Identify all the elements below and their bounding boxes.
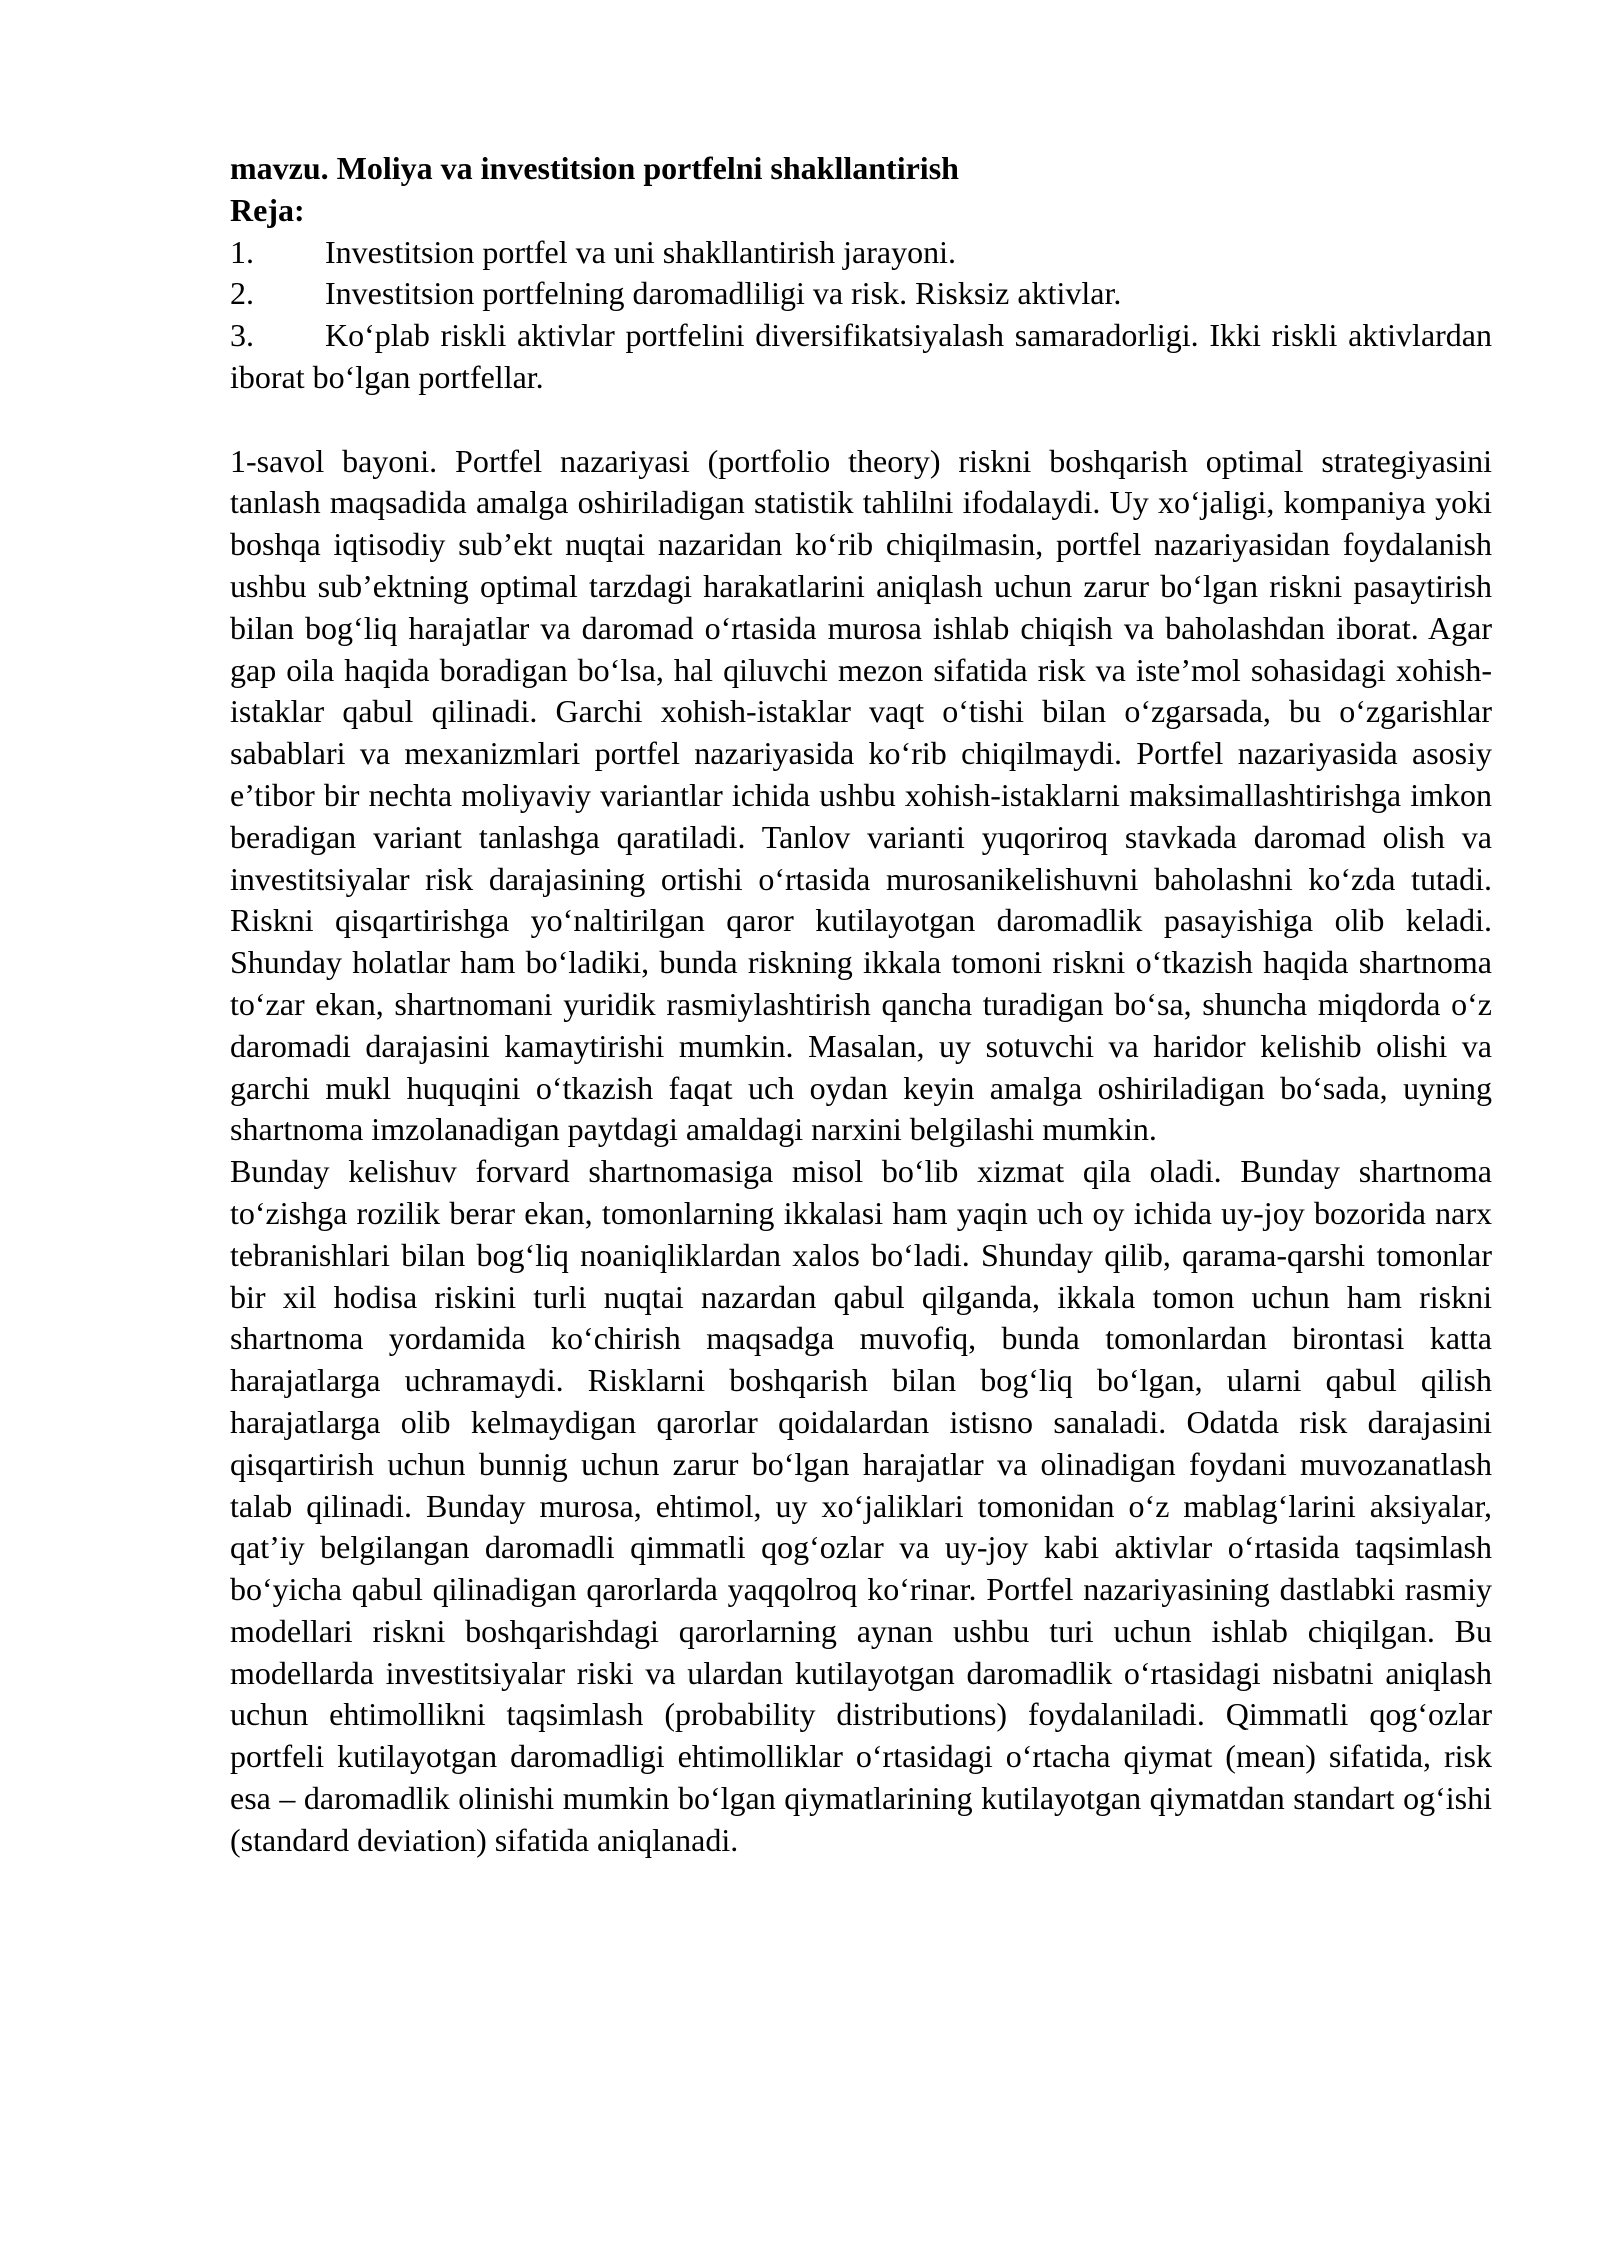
plan-item-text: Investitsion portfel va uni shakllantirish jarayoni. [325, 233, 956, 270]
body-paragraph: Bunday kelishuv forvard shartnomasiga misol bo‘lib xizmat qila oladi. Bunday shartnoma to‘zishga rozilik berar ekan, tomonlarning ikkalasi ham yaqin uch oy ichida uy-joy bozorida narx tebranishlari bilan bog‘liq noaniqliklardan xalos bo‘ladi. Shunday qilib, qarama-qarshi tomonlar bir xil hodisa riskini turli nuqtai nazardan qabul qilganda, ikkala tomon uchun ham riskni shartnoma yordamida ko‘chirish maqsadga muvofiq, bunda tomonlardan birontasi katta harajatlarga uchramaydi. Risklarni boshqarish bilan bog‘liq bo‘lgan, ularni qabul qilish harajatlarga olib kelmaydigan qarorlar qoidalardan istisno sanaladi. Odatda risk darajasini qisqartirish uchun bunnig uchun zarur bo‘lgan harajatlar va olinadigan foydani muvozanatlash talab qilinadi. Bunday murosa, ehtimol, uy xo‘jaliklari tomonidan o‘z mablag‘larini aksiyalar, qat’iy belgilangan daromadli qimmatli qog‘ozlar va uy-joy kabi aktivlar o‘rtasida taqsimlash bo‘yicha qabul qilinadigan qarorlarda yaqqolroq ko‘rinar. Portfel nazariyasining dastlabki rasmiy modellari riskni boshqarishdagi qarorlarning aynan ushbu turi uchun ishlab chiqilgan. Bu modellarda investitsiyalar riski va ulardan kutilayotgan daromadlik o‘rtasidagi nisbatni aniqlash uchun ehtimollikni taqsimlash (probability distributions) foydalaniladi. Qimmatli qog‘ozlar portfeli kutilayotgan daromadligi ehtimolliklar o‘rtasidagi o‘rtacha qiymat (mean) sifatida, risk esa – daromadlik olinishi mumkin bo‘lgan qiymatlarining kutilayotgan qiymatdan standart og‘ishi (standard deviation) sifatida aniqlanadi. [230, 1153, 1492, 1858]
document-title: mavzu. Moliya va investitsion portfelni shakllantirish [230, 150, 959, 186]
plan-item-text: Ko‘plab riskli aktivlar portfelini diversifikatsiyalash samaradorligi. Ikki riskli aktivlardan iborat bo‘lgan portfellar. [230, 317, 1492, 395]
plan-item-number: 3. [230, 317, 254, 354]
plan-item-text: Investitsion portfelning daromadliligi va risk. Risksiz aktivlar. [325, 275, 1122, 312]
document-page [230, 148, 1492, 1862]
plan-item [230, 232, 1492, 274]
plan-item-number: 1. [230, 233, 254, 270]
plan-item [230, 315, 1492, 399]
blank-line [230, 399, 1492, 441]
plan-item-number: 2. [230, 275, 254, 312]
plan-list [230, 232, 1492, 399]
body-paragraph: 1-savol bayoni. Portfel nazariyasi (portfolio theory) riskni boshqarish optimal strategiyasini tanlash maqsadida amalga oshiriladigan statistik tahlilni ifodalaydi. Uy xo‘jaligi, kompaniya yoki boshqa iqtisodiy sub’ekt nuqtai nazaridan ko‘rib chiqilmasin, portfel nazariyasidan foydalanish ushbu sub’ektning optimal tarzdagi harakatlarini aniqlash uchun zarur bo‘lgan riskni pasaytirish bilan bog‘liq harajatlar va daromad o‘rtasida murosa ishlab chiqish va baholashdan iborat. Agar gap oila haqida boradigan bo‘lsa, hal qiluvchi mezon sifatida risk va iste’mol sohasidagi xohish-istaklar qabul qilinadi. Garchi xohish-istaklar vaqt o‘tishi bilan o‘zgarsada, bu o‘zgarishlar sabablari va mexanizmlari portfel nazariyasida ko‘rib chiqilmaydi. Portfel nazariyasida asosiy e’tibor bir nechta moliyaviy variantlar ichida ushbu xohish-istaklarni maksimallashtirishga imkon beradigan variant tanlashga qaratiladi. Tanlov varianti yuqoriroq stavkada daromad olish va investitsiyalar risk darajasining ortishi o‘rtasida murosanikelishuvni baholashni ko‘zda tutadi. Riskni qisqartirishga yo‘naltirilgan qaror kutilayotgan daromadlik pasayishiga olib keladi. Shunday holatlar ham bo‘ladiki, bunda riskning ikkala tomoni riskni o‘tkazish haqida shartnoma to‘zar ekan, shartnomani yuridik rasmiylashtirish qancha turadigan bo‘sa, shuncha miqdorda o‘z daromadi darajasini kamaytirishi mumkin. Masalan, uy sotuvchi va haridor kelishib olishi va garchi mukl huquqini o‘tkazish faqat uch oydan keyin amalga oshiriladigan bo‘sada, uyning shartnoma imzolanadigan paytdagi amaldagi narxini belgilashi mumkin. [230, 442, 1492, 1148]
plan-heading: Reja: [230, 191, 305, 228]
plan-item [230, 273, 1492, 315]
